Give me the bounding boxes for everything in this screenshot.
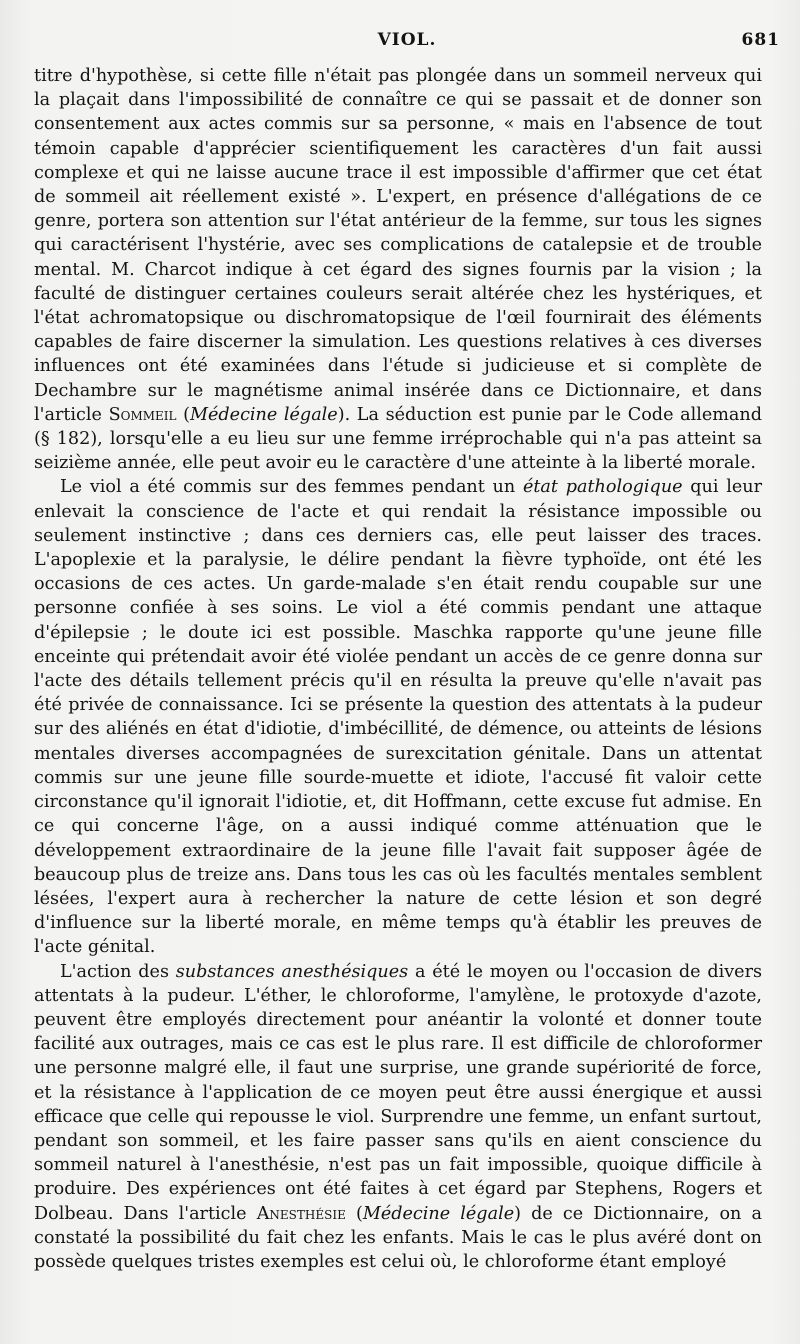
smallcaps-text: Anesthésie <box>256 1203 346 1224</box>
text-run: qui leur enlevait la conscience de l'acte et qui rendait la résistance impossible ou seulement instinctive ; dans ces derniers cas, elle peut laisser des traces. L'apoplexie et la paralysie, le délire pendant la fièvre typhoïde, ont été les occasions de ces actes. Un garde-malade s'en était rendu coupable sur une personne confiée à ses soins. Le viol a été commis pendant une attaque d'épilepsie ; le doute ici est possible. Maschka rapporte qu'une jeune fille enceinte qui prétendait avoir été violée pendant un accès de ce genre donna sur l'acte des détails tellement précis qu'il en résulta la preuve qu'elle n'avait pas été privée de connaissance. Ici se présente la question des attentats à la pudeur sur des aliénés en état d'idiotie, d'imbécillité, de démence, ou atteints de lésions mentales diverses accompagnées de surexcitation génitale. Dans un attentat commis sur une jeune fille sourde-muette et idiote, l'accusé fit valoir cette circonstance qu'il ignorait l'idiotie, et, dit Hoffmann, cette excuse fut admise. En ce qui concerne l'âge, on a aussi indiqué comme atténuation que le développement extraordinaire de la jeune fille l'avait fait supposer âgée de beaucoup plus de treize ans. Dans tous les cas où les facultés mentales semblent lésées, l'expert aura à rechercher la nature de cette lésion et son degré d'influence sur la liberté morale, en même temps qu'à établir les preuves de l'acte génital. <box>34 477 762 958</box>
italic-text: Médecine légale <box>189 404 338 425</box>
text-run: a été le moyen ou l'occasion de divers attentats à la pudeur. L'éther, le chloroforme, l'amylène, le protoxyde d'azote, peuvent être employés directement pour anéantir la volonté et donner toute facilité aux outrages, mais ce cas est le plus rare. Il est difficile de chloroformer une personne malgré elle, il faut une surprise, une grande supériorité de force, et la résistance à l'application de ce moyen peut être aussi énergique et aussi efficace que celle qui repousse le viol. Surprendre une femme, un enfant surtout, pendant son sommeil, et les faire passer sans qu'ils en aient conscience du sommeil naturel à l'anesthésie, n'est pas un fait impossible, quoique difficile à produire. Des expériences ont été faites à cet égard par Stephens, Rogers et Dolbeau. Dans l'article <box>34 961 763 1224</box>
running-head <box>34 30 780 56</box>
body-text <box>34 64 762 1274</box>
text-run: titre d'hypothèse, si cette fille n'était pas plongée dans un sommeil nerveux qui la plaçait dans l'impossibilité de connaître ce qui se passait et de donner son consentement aux actes commis sur sa personne, « mais en l'absence de tout témoin capable d'apprécier scientifiquement les caractères d'un fait aussi complexe et qui ne laisse aucune trace il est impossible d'affirmer que cet état de sommeil ait réellement existé ». L'expert, en présence d'allégations de ce genre, portera son attention sur l'état antérieur de la femme, sur tous les signes qui caractérisent l'hystérie, avec ses complications de catalepsie et de trouble mental. M. Charcot indique à cet égard des signes fournis par la vision ; la faculté de distinguer certaines couleurs serait altérée chez les hystériques, et l'état achromatopsique ou dischromatopsique de l'œil fournirait des éléments capables de faire discerner la simulation. Les questions relatives à ces diverses influences ont été examinées dans l'étude si judicieuse et si complète de Dechambre sur le magnétisme animal insérée dans ce Dictionnaire, et dans l'article <box>34 66 762 425</box>
italic-text: substances anesthésiques <box>175 961 409 982</box>
text-run: ( <box>345 1203 363 1224</box>
italic-text: Médecine légale <box>362 1203 515 1224</box>
smallcaps-text: Sommeil <box>108 404 177 425</box>
text-run: L'action des <box>60 961 176 982</box>
paragraph <box>34 64 762 475</box>
paragraph <box>34 960 762 1275</box>
italic-text: état pathologique <box>522 477 683 498</box>
page-number: 681 <box>741 30 780 50</box>
text-run: Le viol a été commis sur des femmes pendant un <box>60 477 523 498</box>
text-run: ). La séduction est punie par le Code allemand (§ 182), lorsqu'elle a eu lieu sur une femme irréprochable qui n'a pas atteint sa seizième année, elle peut avoir eu le caractère d'une atteinte à la liberté morale. <box>34 404 763 474</box>
running-title: VIOL. <box>377 30 437 50</box>
text-run: ( <box>176 404 190 425</box>
paragraph <box>34 475 762 959</box>
text-run: ) de ce Dictionnaire, on a constaté la possibilité du fait chez les enfants. Mais le cas le plus avéré dont on possède quelques tristes exemples est celui où, le chloroforme étant employé <box>34 1203 762 1272</box>
